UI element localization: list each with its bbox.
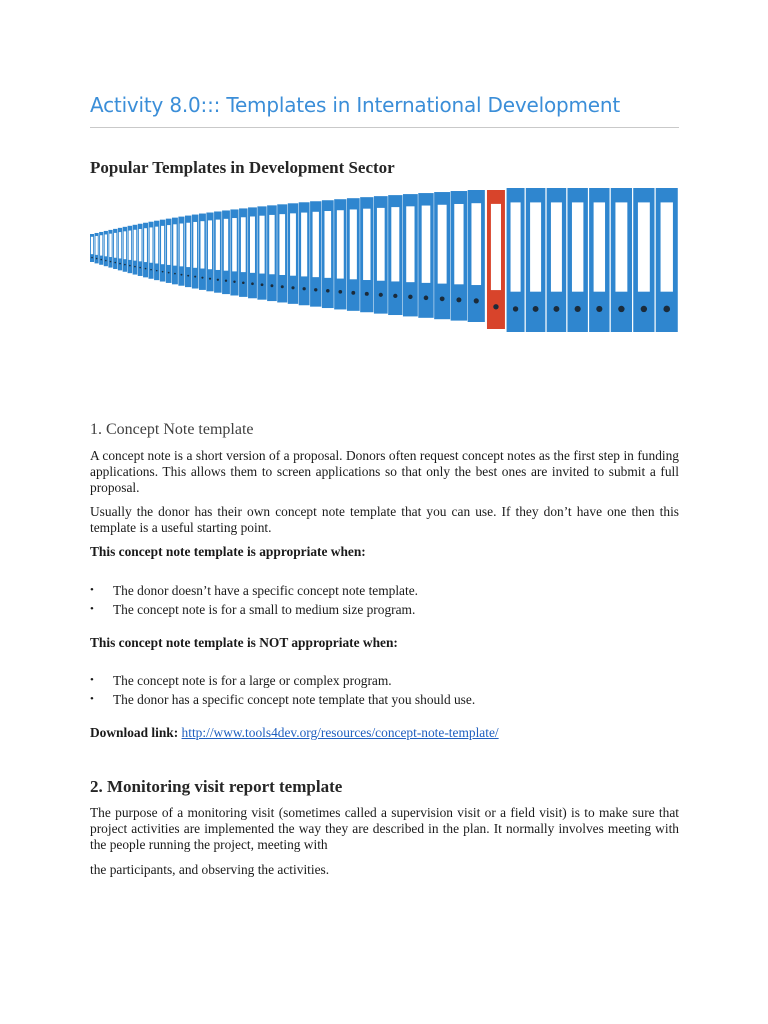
binder-ring-hole [162,271,164,273]
binder-ring-hole [474,298,479,303]
binder-ring-hole [408,295,412,299]
binder-ring-hole [326,289,330,293]
binder-label-panel [119,232,121,258]
binder-label-panel [377,208,385,281]
binder-ring-hole [124,264,126,266]
binder-label-panel [201,221,205,268]
binder-ring-hole [440,296,445,301]
section1-paragraph-1: A concept note is a short version of a proposal. Donors often request concept notes as the first step in funding applications. This allows them to screen applications so that only the best ones are invited to submit a full proposal. [90,448,679,495]
binder-ring-hole [553,306,559,312]
section2-paragraph-2: the participants, and observing the activities. [90,862,330,877]
binder-ring-hole [575,306,581,312]
binder-label-panel [279,214,285,275]
binder-ring-hole [181,274,183,276]
download-label: Download link: [90,725,179,740]
binder-ring-hole [168,272,170,274]
binder-label-panel [350,209,357,279]
binder-ring-hole [187,275,189,277]
binder-label-panel [551,202,562,291]
binder-ring-hole [209,278,211,280]
binder-ring-hole [261,283,264,286]
not-appropriate-heading: This concept note template is NOT appropriate when: [90,635,398,650]
binders-banner-image [90,186,679,332]
binder-label-panel [241,217,246,272]
binder-label-panel [572,202,583,291]
binder-ring-hole [174,273,176,275]
binder-label-panel [530,202,541,291]
binder-label-panel [661,202,673,291]
binder-label-panel [155,227,158,264]
binder-label-panel [216,220,220,270]
binder-ring-hole [424,296,429,301]
binder-ring-hole [618,306,624,312]
binder-ring-hole [105,260,107,262]
title-divider [90,127,679,128]
binder-ring-hole [225,280,227,282]
binder-ring-hole [134,266,136,268]
binder-label-panel [144,228,147,262]
binder-label-panel [129,231,132,260]
binder-ring-hole [139,267,141,269]
binder-ring-hole [533,306,539,312]
binder-label-panel [105,234,107,256]
binder-label-panel [290,213,296,275]
list-item: • The donor doesn’t have a specific concept note template. [90,583,419,598]
binder-ring-hole [217,279,219,281]
binder-label-panel [173,224,176,265]
binder-ring-hole [365,292,369,296]
binder-label-panel [391,207,399,281]
list-item: • The donor has a specific concept note template that you should use. [90,692,476,707]
not-appropriate-list [90,671,475,709]
binder-ring-hole [233,280,235,282]
page-title: Activity 8.0::: Templates in International Development [90,93,621,117]
binder-label-panel [167,225,170,265]
binder-label-panel [100,235,102,255]
binder-label-panel [438,205,447,284]
binder-label-panel [224,219,228,271]
binder-label-panel [511,202,521,291]
appropriate-list [90,581,418,619]
binder-ring-hole [114,262,116,264]
binder-label-panel [139,229,142,261]
binder-label-panel [406,206,414,282]
download-line [90,725,499,741]
binder-ring-hole [145,268,147,270]
section1-heading: 1. Concept Note template [90,421,254,438]
binder-label-panel [471,203,481,285]
binder-label-panel [232,218,237,271]
binder-label-panel [95,236,97,255]
binder-label-panel [259,216,264,274]
binder-label-panel [301,213,307,277]
binder-ring-hole [393,294,397,298]
binder-label-panel [491,204,501,290]
binder-ring-hole [456,297,461,302]
binder-ring-hole [100,259,102,261]
binder-ring-hole [314,288,317,291]
section2-paragraph-1: The purpose of a monitoring visit (sometimes called a supervision visit or a field visit) is to make sure that project activities are implemented the way they are described in the plan. It normally involves meeting with the people running the project, meeting with [90,805,679,852]
binder-label-panel [337,210,344,278]
section2-heading: 2. Monitoring visit report template [90,777,343,796]
binder-label-panel [454,204,463,284]
binder-label-panel [363,209,370,280]
binder-label-panel [638,202,650,291]
binder-ring-hole [110,261,112,263]
binder-ring-hole [351,291,355,295]
binder-label-panel [422,206,431,283]
binder-ring-hole [129,265,131,267]
binder-label-panel [269,215,274,274]
binder-ring-hole [119,263,121,265]
bullet-icon: • [90,693,94,705]
binder-label-panel [193,222,197,268]
appropriate-heading: This concept note template is appropriate when: [90,544,366,559]
binder-ring-hole [281,285,284,288]
binder-ring-hole [338,290,342,294]
binder-label-panel [186,223,190,267]
binder-ring-hole [596,306,602,312]
binder-ring-hole [194,276,196,278]
binder-label-panel [324,211,331,278]
list-item: • The concept note is for a large or complex program. [90,673,392,688]
bullet-icon: • [90,584,94,596]
binder-ring-hole [91,257,93,259]
binder-label-panel [91,237,93,254]
download-link[interactable]: http://www.tools4dev.org/resources/concept-note-template/ [181,725,499,740]
binder-ring-hole [251,282,254,285]
binder-ring-hole [96,258,98,260]
section-subtitle: Popular Templates in Development Sector [90,158,395,177]
binder-label-panel [124,231,126,259]
section1-paragraph-2: Usually the donor has their own concept note template that you can use. If they don’t have one then this template is a useful starting point. [90,504,679,535]
binder-ring-hole [303,287,306,290]
binder-label-panel [134,230,137,261]
binder-label-panel [114,233,116,258]
binder-label-panel [208,220,212,269]
binder-ring-hole [663,306,670,313]
binder-label-panel [615,202,627,291]
binder-ring-hole [493,304,498,309]
binder-label-panel [109,234,111,257]
binder-ring-hole [291,286,294,289]
binder-ring-hole [641,306,647,312]
binder-label-panel [594,202,605,291]
binder-ring-hole [156,270,158,272]
binder-label-panel [161,226,164,264]
list-item: • The concept note is for a small to medium size program. [90,602,416,617]
binder-ring-hole [242,281,245,284]
bullet-icon: • [90,603,94,615]
binder-ring-hole [513,306,518,311]
binder-ring-hole [150,269,152,271]
binder-ring-hole [201,277,203,279]
binder-label-panel [150,227,153,262]
binder-label-panel [180,224,183,267]
binder-label-panel [250,216,255,272]
bullet-icon: • [90,674,94,686]
binder-ring-hole [379,293,383,297]
binder-ring-hole [271,284,274,287]
binder-label-panel [313,212,319,277]
